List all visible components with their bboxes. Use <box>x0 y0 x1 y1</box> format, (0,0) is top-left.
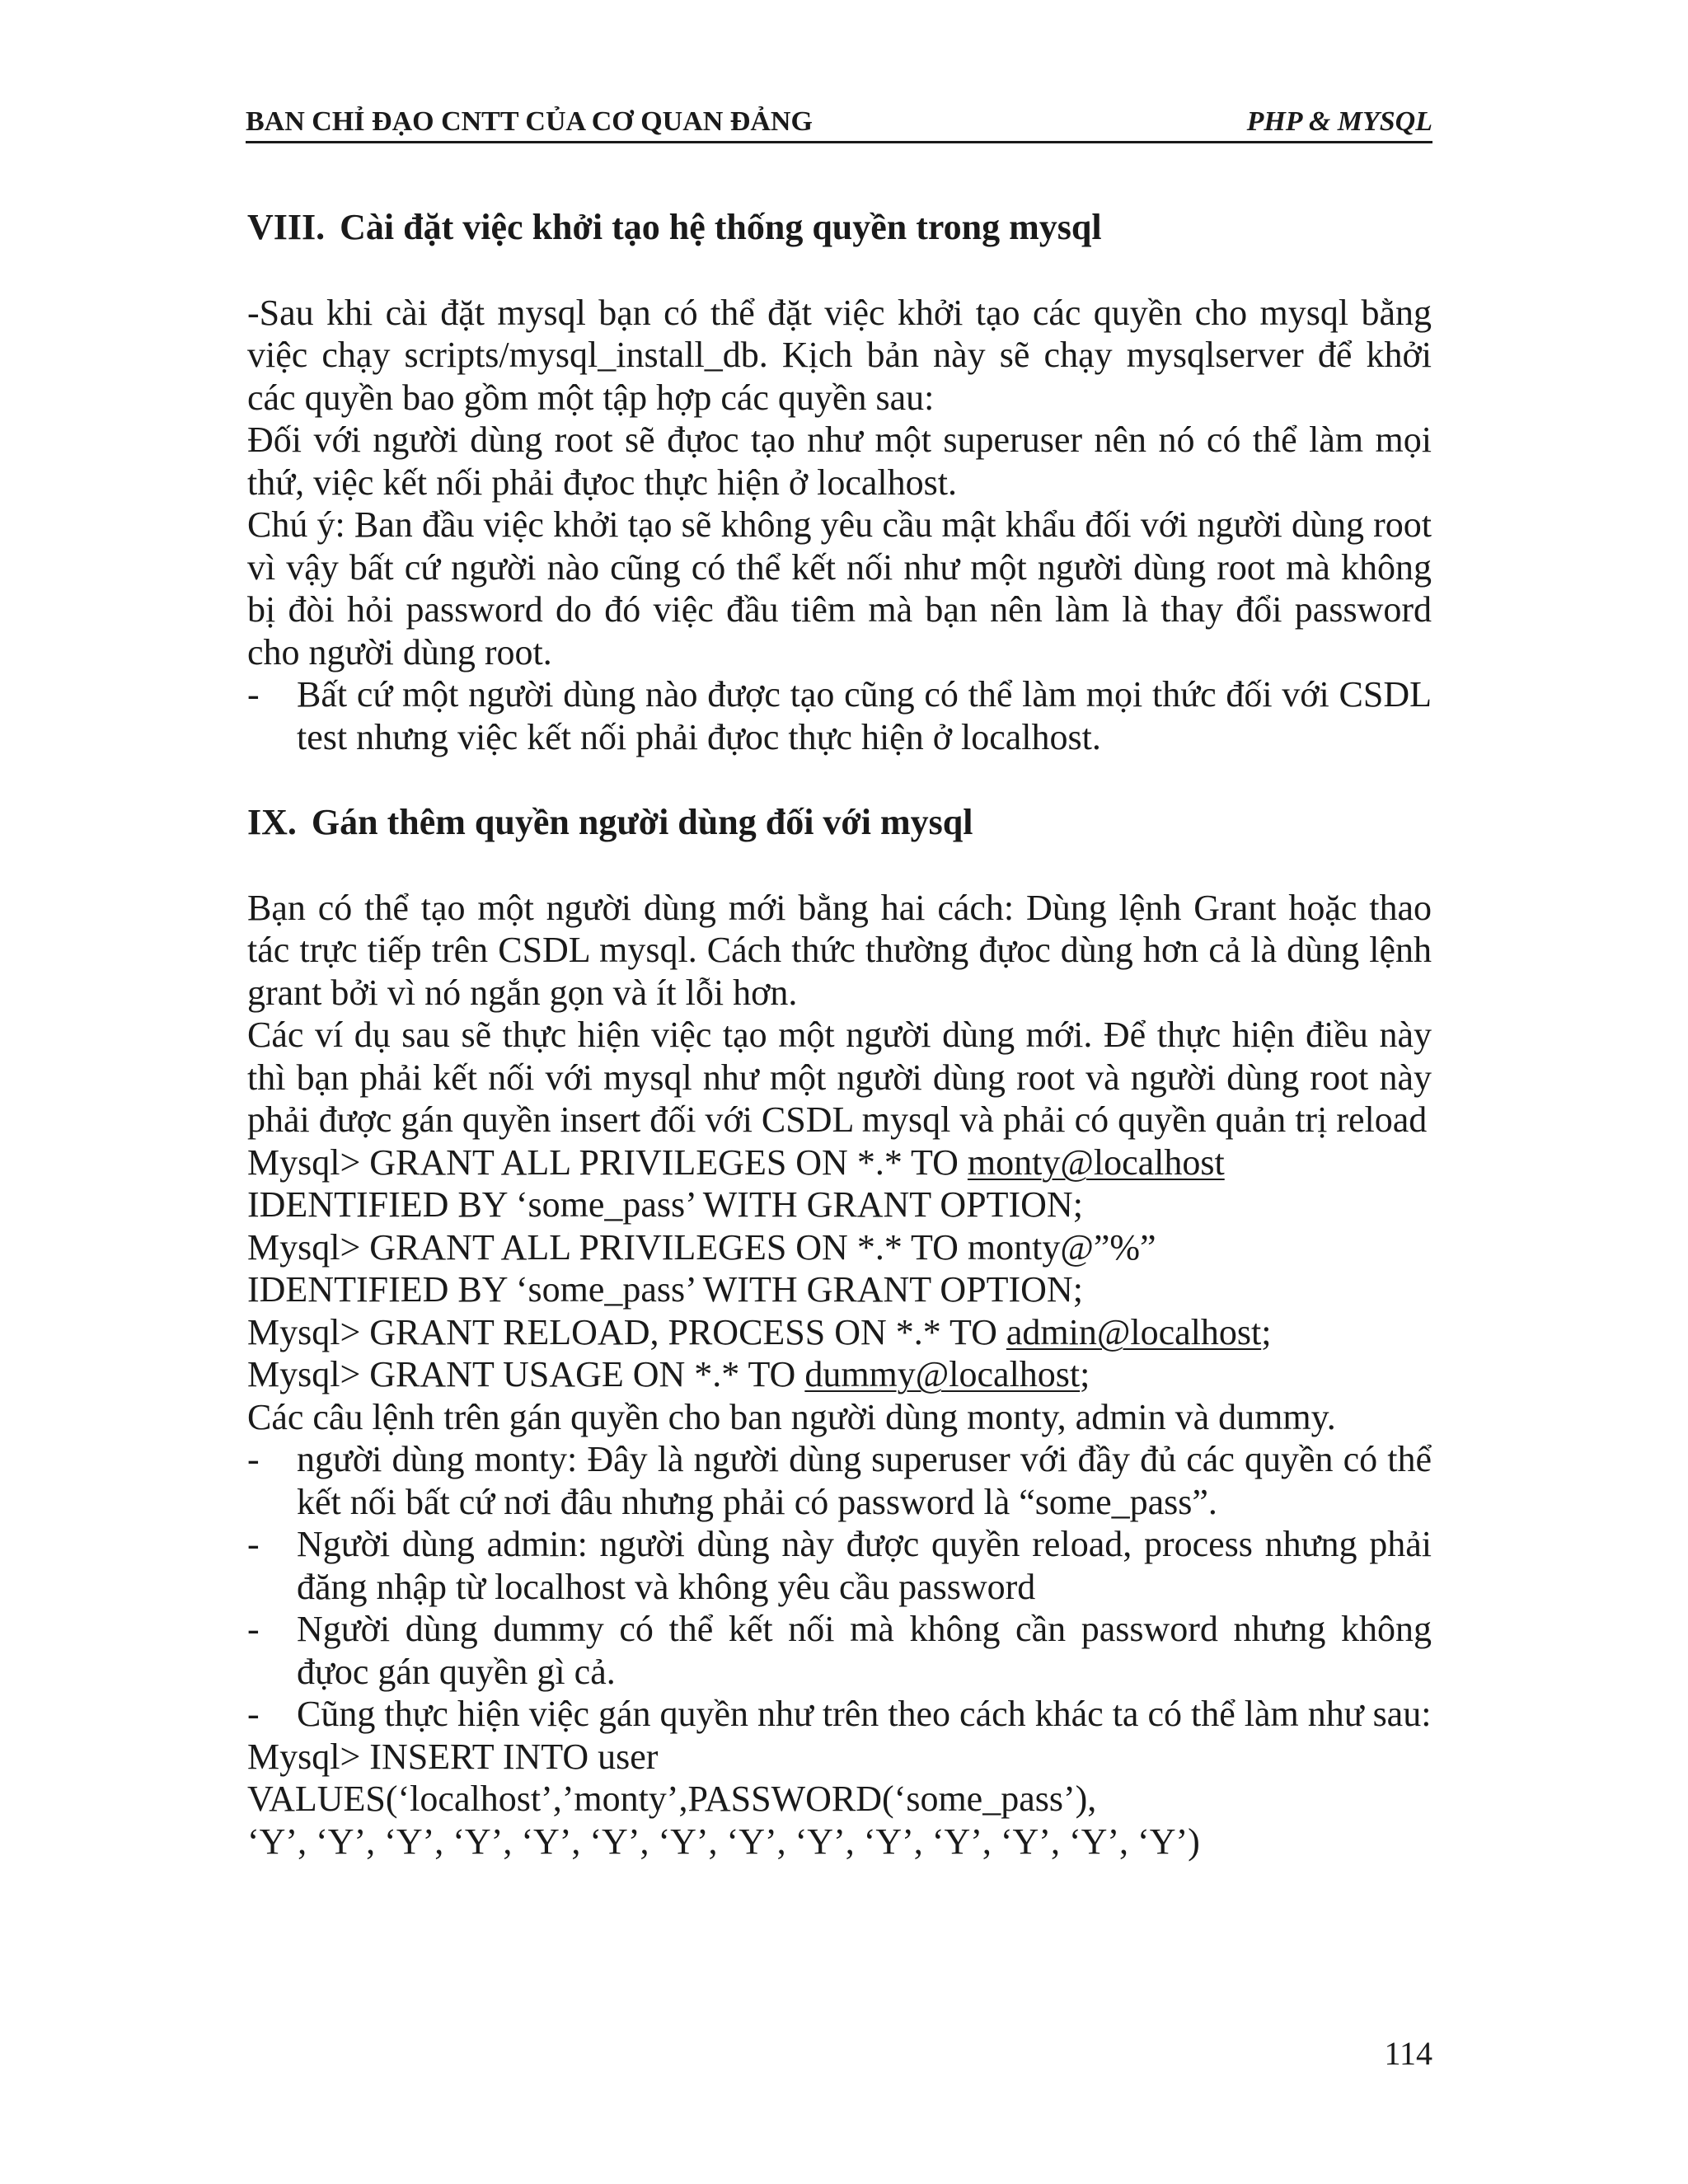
list-dash: - <box>247 1609 260 1649</box>
section-heading-8 <box>247 206 1432 249</box>
email-link[interactable]: monty@localhost <box>967 1141 1225 1183</box>
code-line: Mysql> GRANT ALL PRIVILEGES ON *.* TO monty@”%” <box>247 1226 1156 1268</box>
code-line: VALUES(‘localhost’,’monty’,PASSWORD(‘some_pass’), <box>247 1779 1097 1819</box>
paragraph: Đối với người dùng root sẽ đựoc tạo như một superuser nên nó có thể làm mọi thứ, việc kết nối phải đựoc thực hiện ở localhost. <box>247 419 1432 503</box>
list-item <box>247 673 1432 758</box>
paragraph: Các ví dụ sau sẽ thực hiện việc tạo một người dùng mới. Để thực hiện điều này thì bạn phải kết nối với mysql như một người dùng root và người dùng root này phải được gán quyền insert đối với CSDL mysql và phải có quyền quản trị reload <box>247 1015 1432 1140</box>
code-line: Mysql> INSERT INTO user <box>247 1736 659 1777</box>
paragraph: Bạn có thể tạo một người dùng mới bằng hai cách: Dùng lệnh Grant hoặc thao tác trực tiếp trên CSDL mysql. Cách thức thường đựoc dùng hơn cả là dùng lệnh grant bởi vì nó ngắn gọn và ít lỗi hơn. <box>247 887 1432 1013</box>
header-right: PHP & MYSQL <box>1246 106 1432 137</box>
running-header <box>246 101 1432 143</box>
code-line <box>247 1353 1432 1396</box>
section-title: Cài đặt việc khởi tạo hệ thống quyền trong mysql <box>340 207 1102 247</box>
list-item-text: Người dùng dummy có thể kết nối mà không cần password nhưng không đựoc gán quyền gì cả. <box>297 1609 1432 1692</box>
section-number: VIII. <box>247 207 326 247</box>
list-dash: - <box>247 674 260 715</box>
code-text: Mysql> GRANT USAGE ON *.* TO <box>247 1354 805 1394</box>
list-dash: - <box>247 1694 260 1734</box>
list-item <box>247 1608 1432 1693</box>
code-line <box>247 1141 1432 1184</box>
paragraph: Các câu lệnh trên gán quyền cho ban người dùng monty, admin và dummy. <box>247 1396 1336 1437</box>
list-dash: - <box>247 1439 260 1479</box>
code-text: ; <box>1261 1311 1272 1352</box>
email-link[interactable]: dummy@localhost <box>804 1354 1081 1394</box>
code-text: Mysql> GRANT ALL PRIVILEGES ON *.* TO <box>247 1141 968 1183</box>
code-line: ‘Y’, ‘Y’, ‘Y’, ‘Y’, ‘Y’, ‘Y’, ‘Y’, ‘Y’, ‘Y’, ‘Y’, ‘Y’, ‘Y’, ‘Y’, ‘Y’) <box>247 1821 1200 1862</box>
list-item-text: người dùng monty: Đây là người dùng superuser với đầy đủ các quyền có thể kết nối bất cứ nơi đâu nhưng phải có password là “some_pass”. <box>297 1439 1432 1522</box>
list-dash: - <box>247 1524 260 1564</box>
list-item-text: Bất cứ một người dùng nào được tạo cũng có thể làm mọi thức đối với CSDL test nhưng việc kết nối phải đựoc thực hiện ở localhost. <box>297 674 1432 757</box>
section-number: IX. <box>247 802 297 842</box>
list-item-text: Cũng thực hiện việc gán quyền như trên theo cách khác ta có thể làm như sau: <box>297 1694 1432 1734</box>
header-left: BAN CHỈ ĐẠO CNTT CỦA CƠ QUAN ĐẢNG <box>246 106 813 137</box>
page-number: 114 <box>1384 2035 1432 2072</box>
list-item <box>247 1438 1432 1523</box>
email-link[interactable]: admin@localhost <box>1006 1311 1262 1352</box>
paragraph: -Sau khi cài đặt mysql bạn có thể đặt việc khởi tạo các quyền cho mysql bằng việc chạy scripts/mysql_install_db. Kịch bản này sẽ chạy mysqlserver để khởi các quyền bao gồm một tập hợp các quyền sau: <box>247 292 1432 418</box>
section-title: Gán thêm quyền người dùng đối với mysql <box>311 802 973 842</box>
code-line: IDENTIFIED BY ‘some_pass’ WITH GRANT OPTION; <box>247 1184 1083 1225</box>
list-item <box>247 1693 1432 1736</box>
code-line: IDENTIFIED BY ‘some_pass’ WITH GRANT OPTION; <box>247 1269 1083 1310</box>
code-text: ; <box>1080 1354 1090 1394</box>
code-line <box>247 1311 1432 1354</box>
section-heading-9 <box>247 801 1432 844</box>
code-text: Mysql> GRANT RELOAD, PROCESS ON *.* TO <box>247 1311 1006 1352</box>
list-item <box>247 1523 1432 1608</box>
list-item-text: Người dùng admin: người dùng này được quyền reload, process nhưng phải đăng nhập từ localhost và không yêu cầu password <box>297 1524 1432 1607</box>
page-content <box>247 206 1432 1863</box>
paragraph: Chú ý: Ban đầu việc khởi tạo sẽ không yêu cầu mật khẩu đối với người dùng root vì vậy bất cứ người nào cũng có thể kết nối như một người dùng root mà không bị đòi hỏi password do đó việc đầu tiêm mà bạn nên làm là thay đổi password cho người dùng root. <box>247 504 1432 673</box>
